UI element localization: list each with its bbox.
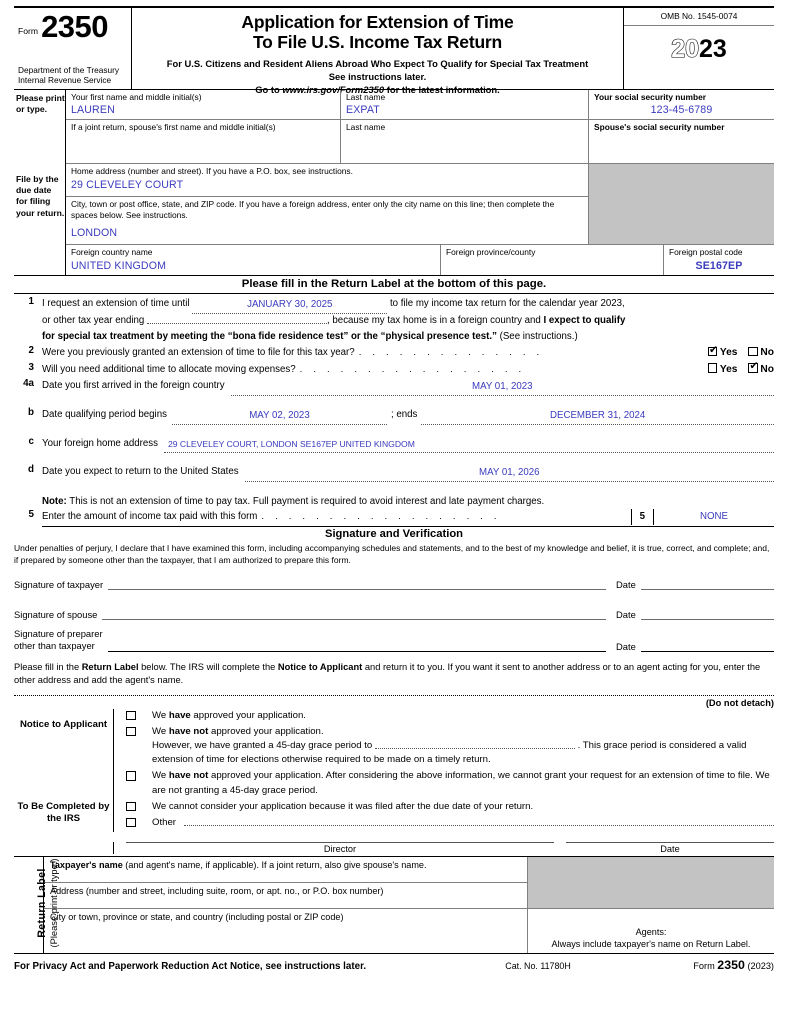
foreign-country-field[interactable] (66, 245, 441, 275)
line-4c-number: c (28, 435, 34, 447)
header-title-block (132, 8, 624, 95)
line-3-text: Will you need additional time to allocate moving expenses? (42, 363, 296, 375)
line-2-no-label: No (760, 347, 774, 359)
line-4b-number: b (28, 407, 34, 419)
line-5-text: Enter the amount of income tax paid with this form (42, 511, 258, 523)
ssn-label: Your social security number (594, 92, 707, 102)
form-body-lines (14, 294, 774, 527)
header-omb-block (624, 8, 774, 89)
file-by-due-date-label: File by the due date for filing your return. (16, 174, 65, 218)
line-2-text: Were you previously granted an extension of time to file for this tax year? (42, 347, 355, 359)
notice-option-1-checkbox[interactable] (126, 711, 136, 721)
line-3-yes-checkbox[interactable] (708, 363, 718, 373)
please-print-label: Please print or type. (16, 93, 65, 115)
return-label-address-row (44, 883, 774, 909)
shaded-area-upper (589, 164, 774, 197)
line-2-leader-dots: . . . . . . . . . . . . . . (358, 347, 544, 359)
preparer-label-line-2: other than taxpayer (14, 639, 95, 651)
spouse-first-name-field[interactable] (66, 120, 341, 164)
rl-note-e: and return it to you. If you want it sent to another address or to an agent acting for you, enter the other address and add the agent's name. (14, 661, 761, 685)
taxpayer-name-row (66, 90, 774, 120)
line-3-leader-dots: . . . . . . . . . . . . . . . . . (299, 363, 526, 375)
rl-address-label: Address (number and street, including suite, room, or apt. no., or P.O. box number) (50, 885, 384, 896)
preparer-signature-label (14, 628, 108, 652)
foreign-postal-label: Foreign postal code (669, 247, 743, 258)
rl-shaded-lower (528, 883, 774, 909)
line-2-yes-label: Yes (719, 347, 738, 359)
opt1-bold: have (168, 709, 191, 721)
spouse-last-name-label: Last name (346, 122, 386, 133)
issuing-department (18, 65, 119, 85)
last-name-field[interactable] (341, 90, 589, 120)
footer-form-year: (2023) (747, 961, 774, 972)
return-label-city-row (44, 909, 774, 954)
rl-taxpayer-name-field[interactable] (44, 857, 528, 883)
grace-period-date-input[interactable] (375, 748, 575, 749)
line-1-text-c: or other tax year ending (42, 314, 145, 326)
notice-option-3-text (152, 769, 774, 797)
line-3-number: 3 (28, 361, 34, 373)
home-address-field[interactable] (66, 164, 589, 197)
spouse-ssn-field[interactable] (589, 120, 774, 164)
foreign-province-label: Foreign province/county (446, 247, 536, 258)
rl-note-b: Return Label (81, 661, 139, 672)
spouse-first-name-label: If a joint return, spouse's first name and middle initial(s) (71, 122, 276, 133)
return-label-name-row (44, 857, 774, 883)
notice-option-2-checkbox[interactable] (126, 727, 136, 737)
line-4a-arrival-date-input[interactable]: MAY 01, 2023 (231, 379, 774, 396)
line-2-answer-group (708, 345, 774, 362)
line-1-text-b: to file my income tax return for the calendar year 2023, (389, 298, 625, 310)
form-word-label: Form (18, 26, 39, 37)
line-3-answer-group (708, 362, 774, 379)
notice-to-applicant-label: Notice to Applicant (19, 718, 108, 730)
agents-note-text: Always include taxpayer's name on Return Label. (551, 938, 751, 949)
signature-section (14, 527, 774, 691)
opt2-pre: We (152, 725, 169, 737)
tax-year-suffix: 23 (699, 35, 727, 63)
notice-to-applicant-section (14, 709, 774, 833)
line-5-box-number: 5 (631, 509, 654, 525)
opt3-pre: We (152, 770, 169, 782)
goto-suffix: for the latest information. (384, 83, 500, 95)
to-be-completed-by-irs-label: To Be Completed by the IRS (17, 800, 110, 825)
first-name-value: LAUREN (71, 104, 115, 117)
note-text-block (42, 494, 774, 510)
line-4d-text: Date you expect to return to the United States (42, 465, 239, 477)
last-name-value: EXPAT (346, 104, 380, 117)
spouse-last-name-field[interactable] (341, 120, 589, 164)
taxpayer-signature-row (14, 577, 774, 590)
line-1-tax-year-ending-input[interactable] (147, 323, 327, 324)
notice-option-2 (126, 725, 774, 770)
preparer-date-input[interactable] (641, 639, 774, 652)
taxpayer-date-label: Date (616, 579, 636, 591)
line-4c (14, 436, 774, 452)
do-not-detach-label: (Do not detach) (705, 697, 774, 708)
form-subtitle-line-2: See instructions later. (328, 70, 427, 82)
rl-note-c: below. The IRS will complete the (138, 661, 278, 672)
footer-form-number: 2350 (717, 958, 745, 973)
home-address-value: 29 CLEVELEY COURT (71, 178, 184, 191)
line-4d-return-date-input[interactable]: MAY 01, 2026 (245, 465, 774, 482)
department-line-1: Department of the Treasury (18, 64, 119, 75)
line-2-yes-checkbox[interactable] (708, 347, 718, 357)
note-row (14, 494, 774, 510)
return-label-block (14, 856, 774, 954)
perjury-statement: Under penalties of perjury, I declare that I have examined this form, including accompanying schedules and statements, and to the best of my knowledge and belief, it is true, correct, and complete; and, if prepared by someone other than the taxpayer, that I am authorized to prepare this form. (14, 542, 770, 565)
form-subtitle-line-1: For U.S. Citizens and Resident Aliens Abroad Who Expect To Qualify for Special Tax Treatment (166, 57, 589, 69)
taxpayer-date-input[interactable] (641, 577, 774, 590)
spouse-ssn-value (594, 133, 769, 135)
line-4b (14, 407, 774, 424)
city-label: City, town or post office, state, and ZIP code. If you have a foreign address, enter only the city name on this line; then complete the spaces below. See instructions. (71, 199, 555, 220)
form-header (14, 6, 774, 95)
notice-side-labels (14, 709, 114, 833)
preparer-date-label: Date (616, 640, 636, 652)
line-1-bold-part-2: for special tax treatment by meeting the “bona fide residence test” or the “physical presence test.” (42, 330, 497, 342)
rl-note-a: Please fill in the (14, 661, 82, 672)
home-address-row (66, 164, 774, 197)
notice-option-1-text (152, 709, 774, 723)
notice-option-4 (126, 800, 774, 816)
opt2-bold: have not (168, 725, 209, 737)
form-number: 2350 (41, 9, 109, 44)
rl-city-label: City or town, province or state, and country (including postal or ZIP code) (50, 911, 344, 922)
taxpayer-signature-label: Signature of taxpayer (14, 579, 104, 591)
tax-year (624, 37, 774, 62)
omb-number: OMB No. 1545-0074 (624, 8, 774, 26)
notice-options-list (114, 709, 774, 833)
footer-form-id (693, 958, 774, 972)
goto-prefix: Go to (255, 83, 283, 95)
line-5-amount-input[interactable]: NONE (700, 511, 728, 523)
signature-heading: Signature and Verification (324, 527, 463, 540)
spouse-date-input[interactable] (641, 607, 774, 620)
line-4b-text: Date qualifying period begins (42, 409, 167, 421)
foreign-country-label: Foreign country name (71, 247, 153, 258)
form-title-line-2: To File U.S. Income Tax Return (252, 32, 503, 53)
notice-option-3-checkbox[interactable] (126, 771, 136, 781)
notice-option-2-text (152, 725, 774, 768)
opt1-pre: We (152, 709, 169, 721)
line-3 (14, 362, 774, 379)
spouse-date-group (606, 607, 774, 620)
line-5-leader-dots: . . . . . . . . . . . . . . . . . . (261, 511, 501, 523)
opt1-post: approved your application. (190, 709, 306, 721)
form-footer (14, 954, 774, 972)
foreign-postal-value: SE167EP (695, 259, 743, 272)
preparer-date-group (606, 639, 774, 652)
header-form-identity (14, 8, 132, 89)
notice-option-5-checkbox[interactable] (126, 818, 136, 828)
rl-address-field[interactable] (44, 883, 528, 909)
line-4c-foreign-address-input[interactable]: 29 CLEVELEY COURT, LONDON SE167EP UNITED KINGDOM (164, 438, 774, 453)
notice-option-4-checkbox[interactable] (126, 802, 136, 812)
opt2-grace-post: . This grace period is considered a valid extension of time for elections otherwise required to be made on a timely return. (152, 739, 747, 766)
notice-option-4-text: We cannot consider your application because it was filed after the due date of your return. (152, 800, 534, 812)
line-5-number: 5 (28, 509, 34, 521)
line-4b-ends-label: ; ends (390, 409, 418, 421)
ssn-value: 123-45-6789 (650, 104, 713, 117)
note-body: This is not an extension of time to pay tax. Full payment is required to avoid interest and late payment charges. (66, 495, 545, 507)
line-4a-text: Date you first arrived in the foreign country (42, 380, 225, 392)
taxpayer-date-group (606, 577, 774, 590)
identity-side-labels (14, 90, 66, 275)
director-date-group (566, 842, 774, 854)
line-3-no-label: No (760, 363, 774, 375)
notice-option-3 (126, 769, 774, 799)
director-date-label: Date (660, 844, 680, 855)
rl-agents-note (528, 909, 774, 954)
rl-note-d: Notice to Applicant (277, 661, 363, 672)
return-label-subtitle: (Please print or type.) (48, 858, 59, 948)
form-2350-page (0, 6, 788, 1030)
privacy-act-notice: For Privacy Act and Paperwork Reduction Act Notice, see instructions later. (14, 961, 367, 973)
foreign-postal-field[interactable] (664, 245, 774, 275)
line-5 (14, 509, 774, 527)
line-4a-number: 4a (23, 378, 34, 390)
line-2-no-checkbox[interactable] (748, 347, 758, 357)
line-1-text-e: (See instructions.) (496, 330, 578, 342)
home-address-label: Home address (number and street). If you have a P.O. box, see instructions. (71, 166, 353, 177)
taxpayer-identity-block (14, 90, 774, 276)
line-4d-number: d (28, 463, 34, 475)
tax-year-century: 20 (671, 35, 699, 63)
spouse-last-name-value (346, 133, 583, 135)
director-signature-row (14, 842, 774, 854)
rl-taxpayer-name-bold: Taxpayer's name (50, 860, 123, 871)
preparer-signature-row (14, 628, 774, 652)
irs-url-link[interactable]: www.irs.gov/Form2350 (282, 83, 385, 95)
line-1-extension-date-input[interactable]: JANUARY 30, 2025 (192, 297, 387, 314)
first-name-field[interactable] (66, 90, 341, 120)
city-row (66, 197, 774, 245)
line-1-bold-part-1: I expect to qualify (543, 314, 626, 326)
ssn-field[interactable] (589, 90, 774, 120)
director-group (114, 842, 566, 854)
notice-option-5 (126, 816, 774, 832)
line-1-number: 1 (28, 296, 34, 308)
first-name-label: Your first name and middle initial(s) (71, 92, 202, 102)
taxpayer-signature-input[interactable] (108, 577, 606, 590)
notice-option-5-text: Other (152, 816, 176, 828)
form-title-line-1: Application for Extension of Time (241, 12, 514, 32)
line-4c-text: Your foreign home address (42, 437, 158, 449)
return-label-fill-notice: Please fill in the Return Label at the bottom of this page. (14, 276, 774, 294)
return-label-side-title (14, 857, 59, 953)
department-line-2: Internal Revenue Service (18, 74, 112, 85)
return-label-title: Return Label (36, 868, 48, 938)
spouse-date-label: Date (616, 609, 636, 621)
line-4b-end-date-input[interactable]: DECEMBER 31, 2024 (421, 408, 774, 425)
last-name-label: Last name (346, 92, 386, 102)
foreign-province-field[interactable] (441, 245, 664, 275)
spouse-signature-label: Signature of spouse (14, 609, 98, 621)
catalog-number: Cat. No. 11780H (505, 961, 571, 972)
line-2 (14, 345, 774, 362)
city-value: LONDON (71, 226, 118, 239)
line-1-text-a: I request an extension of time until (42, 298, 190, 310)
line-2-number: 2 (28, 345, 34, 357)
line-1-text-d: , because my tax home is in a foreign country and (327, 314, 544, 326)
spouse-first-name-value (71, 133, 335, 135)
note-bold-label: Note: (42, 495, 67, 507)
foreign-address-row (66, 245, 774, 275)
notice-option-1 (126, 709, 774, 725)
preparer-label-line-1: Signature of preparer (14, 628, 103, 640)
shaded-area-lower (589, 197, 774, 245)
return-label-instruction (14, 652, 774, 691)
spouse-signature-row (14, 607, 774, 620)
rl-taxpayer-name-rest: (and agent's name, if applicable). If a joint return, also give spouse's name. (122, 860, 427, 871)
spouse-signature-input[interactable] (102, 607, 606, 620)
opt2-grace-pre: However, we have granted a 45-day grace period to (152, 739, 373, 751)
footer-form-word: Form (693, 961, 715, 972)
city-field[interactable] (66, 197, 589, 245)
line-1 (14, 296, 774, 344)
line-4d (14, 464, 774, 481)
opt3-bold: have not (168, 770, 209, 782)
opt2-post: approved your application. (208, 725, 324, 737)
opt3-post: approved your application. After considering the above information, we cannot grant your request for an extension of time to file. We are not granting a 45-day grace period. (152, 770, 770, 796)
director-label: Director (323, 844, 357, 855)
spouse-ssn-label: Spouse's social security number (594, 122, 725, 133)
rl-shaded-upper (528, 857, 774, 883)
agents-title: Agents: (635, 926, 667, 937)
foreign-country-value: UNITED KINGDOM (71, 259, 167, 272)
notice-other-input[interactable] (184, 825, 774, 826)
spouse-name-row (66, 120, 774, 164)
rl-city-field[interactable] (44, 909, 528, 954)
foreign-province-value (446, 258, 658, 260)
line-3-yes-label: Yes (719, 363, 738, 375)
line-3-no-checkbox[interactable] (748, 363, 758, 373)
line-4b-begin-date-input[interactable]: MAY 02, 2023 (172, 408, 387, 425)
preparer-signature-input[interactable] (108, 639, 606, 652)
line-4a (14, 378, 774, 395)
